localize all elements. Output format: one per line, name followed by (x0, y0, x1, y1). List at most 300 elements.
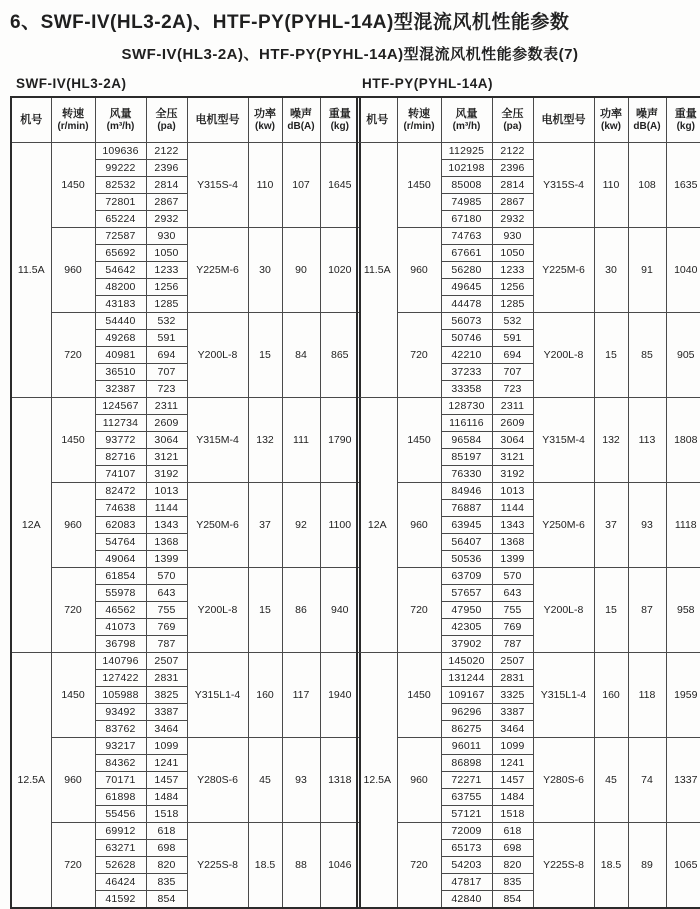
flow-cell: 70171 (95, 772, 146, 789)
pressure-cell: 787 (146, 636, 187, 653)
rpm-cell: 1450 (397, 143, 441, 228)
motor-cell: Y225M-6 (533, 228, 594, 313)
flow-cell: 127422 (95, 670, 146, 687)
power-cell: 45 (594, 738, 628, 823)
pressure-cell: 3121 (492, 449, 533, 466)
noise-cell: 111 (282, 398, 320, 483)
pressure-cell: 2507 (146, 653, 187, 670)
pressure-cell: 3387 (492, 704, 533, 721)
pressure-cell: 1484 (492, 789, 533, 806)
weight-cell: 1645 (320, 143, 360, 228)
motor-cell: Y225S-8 (187, 823, 248, 909)
pressure-cell: 2396 (492, 160, 533, 177)
table-block-htf (356, 68, 698, 909)
flow-cell: 96296 (441, 704, 492, 721)
pressure-cell: 532 (492, 313, 533, 330)
pressure-cell: 854 (492, 891, 533, 909)
pressure-cell: 2867 (492, 194, 533, 211)
rpm-cell: 720 (51, 313, 95, 398)
pressure-cell: 787 (492, 636, 533, 653)
flow-cell: 67180 (441, 211, 492, 228)
spec-table-container-htf (356, 96, 698, 909)
weight-cell: 1046 (320, 823, 360, 909)
spec-table (356, 96, 700, 909)
flow-cell: 105988 (95, 687, 146, 704)
pressure-cell: 2609 (492, 415, 533, 432)
weight-cell: 1318 (320, 738, 360, 823)
flow-cell: 41073 (95, 619, 146, 636)
noise-cell: 87 (628, 568, 666, 653)
model-cell: 11.5A (11, 143, 51, 398)
rpm-cell: 1450 (397, 398, 441, 483)
flow-cell: 61898 (95, 789, 146, 806)
motor-cell: Y315M-4 (187, 398, 248, 483)
table-row (357, 398, 700, 415)
power-cell: 15 (594, 568, 628, 653)
flow-cell: 50746 (441, 330, 492, 347)
motor-cell: Y250M-6 (187, 483, 248, 568)
flow-cell: 40981 (95, 347, 146, 364)
header-cell: 机号 (357, 97, 397, 143)
spec-table-container-swf (10, 96, 352, 909)
pressure-cell: 930 (492, 228, 533, 245)
motor-cell: Y200L-8 (187, 313, 248, 398)
flow-cell: 74985 (441, 194, 492, 211)
table-row (357, 313, 700, 330)
flow-cell: 72587 (95, 228, 146, 245)
flow-cell: 54203 (441, 857, 492, 874)
pressure-cell: 2122 (146, 143, 187, 160)
pressure-cell: 591 (492, 330, 533, 347)
pressure-cell: 930 (146, 228, 187, 245)
flow-cell: 46562 (95, 602, 146, 619)
pressure-cell: 1368 (146, 534, 187, 551)
pressure-cell: 3325 (492, 687, 533, 704)
flow-cell: 36798 (95, 636, 146, 653)
motor-cell: Y315L1-4 (533, 653, 594, 738)
power-cell: 30 (248, 228, 282, 313)
table-row (11, 823, 360, 840)
flow-cell: 84946 (441, 483, 492, 500)
header-cell: 风量 (m³/h) (441, 97, 492, 143)
flow-cell: 140796 (95, 653, 146, 670)
motor-cell: Y225S-8 (533, 823, 594, 909)
rpm-cell: 720 (51, 823, 95, 909)
table-label-htf: HTF-PY(PYHL-14A) (362, 76, 494, 91)
table-row (11, 313, 360, 330)
rpm-cell: 960 (51, 483, 95, 568)
flow-cell: 52628 (95, 857, 146, 874)
header-cell: 全压 (pa) (146, 97, 187, 143)
noise-cell: 118 (628, 653, 666, 738)
noise-cell: 93 (628, 483, 666, 568)
model-cell: 12.5A (357, 653, 397, 909)
pressure-cell: 643 (146, 585, 187, 602)
pressure-cell: 1233 (492, 262, 533, 279)
flow-cell: 54440 (95, 313, 146, 330)
flow-cell: 44478 (441, 296, 492, 313)
spec-table (10, 96, 361, 909)
rpm-cell: 960 (397, 228, 441, 313)
flow-cell: 42305 (441, 619, 492, 636)
power-cell: 30 (594, 228, 628, 313)
weight-cell: 905 (666, 313, 700, 398)
table-row (357, 228, 700, 245)
pressure-cell: 1484 (146, 789, 187, 806)
pressure-cell: 769 (146, 619, 187, 636)
pressure-cell: 2814 (492, 177, 533, 194)
rpm-cell: 1450 (397, 653, 441, 738)
flow-cell: 63271 (95, 840, 146, 857)
pressure-cell: 1457 (146, 772, 187, 789)
pressure-cell: 1013 (146, 483, 187, 500)
header-cell: 电机型号 (533, 97, 594, 143)
noise-cell: 74 (628, 738, 666, 823)
pressure-cell: 1099 (146, 738, 187, 755)
noise-cell: 93 (282, 738, 320, 823)
noise-cell: 90 (282, 228, 320, 313)
pressure-cell: 3464 (146, 721, 187, 738)
pressure-cell: 3192 (492, 466, 533, 483)
flow-cell: 65224 (95, 211, 146, 228)
pressure-cell: 2867 (146, 194, 187, 211)
pressure-cell: 3064 (146, 432, 187, 449)
header-cell: 重量 (kg) (666, 97, 700, 143)
flow-cell: 85197 (441, 449, 492, 466)
flow-cell: 109636 (95, 143, 146, 160)
power-cell: 160 (248, 653, 282, 738)
model-cell: 11.5A (357, 143, 397, 398)
flow-cell: 82716 (95, 449, 146, 466)
power-cell: 37 (594, 483, 628, 568)
table-row (11, 738, 360, 755)
power-cell: 18.5 (594, 823, 628, 909)
pressure-cell: 1099 (492, 738, 533, 755)
flow-cell: 86898 (441, 755, 492, 772)
table-row (11, 228, 360, 245)
pressure-cell: 1050 (492, 245, 533, 262)
pressure-cell: 1285 (492, 296, 533, 313)
rpm-cell: 960 (397, 483, 441, 568)
pressure-cell: 698 (146, 840, 187, 857)
flow-cell: 55978 (95, 585, 146, 602)
rpm-cell: 960 (51, 228, 95, 313)
flow-cell: 99222 (95, 160, 146, 177)
weight-cell: 940 (320, 568, 360, 653)
motor-cell: Y315L1-4 (187, 653, 248, 738)
weight-cell: 1100 (320, 483, 360, 568)
header-cell: 全压 (pa) (492, 97, 533, 143)
flow-cell: 49268 (95, 330, 146, 347)
header-cell: 功率 (kw) (594, 97, 628, 143)
flow-cell: 76330 (441, 466, 492, 483)
rpm-cell: 720 (397, 823, 441, 909)
flow-cell: 124567 (95, 398, 146, 415)
flow-cell: 47950 (441, 602, 492, 619)
pressure-cell: 723 (146, 381, 187, 398)
pressure-cell: 1050 (146, 245, 187, 262)
flow-cell: 65692 (95, 245, 146, 262)
flow-cell: 57657 (441, 585, 492, 602)
pressure-cell: 854 (146, 891, 187, 909)
pressure-cell: 2932 (146, 211, 187, 228)
pressure-cell: 707 (146, 364, 187, 381)
pressure-cell: 1144 (146, 500, 187, 517)
table-row (11, 483, 360, 500)
rpm-cell: 960 (51, 738, 95, 823)
noise-cell: 108 (628, 143, 666, 228)
flow-cell: 76887 (441, 500, 492, 517)
flow-cell: 47817 (441, 874, 492, 891)
flow-cell: 109167 (441, 687, 492, 704)
pressure-cell: 707 (492, 364, 533, 381)
pressure-cell: 1241 (146, 755, 187, 772)
pressure-cell: 2507 (492, 653, 533, 670)
weight-cell: 1790 (320, 398, 360, 483)
page-subtitle: SWF-IV(HL3-2A)、HTF-PY(PYHL-14A)型混流风机性能参数表(7) (121, 46, 579, 63)
header-cell: 电机型号 (187, 97, 248, 143)
header-cell: 噪声 dB(A) (282, 97, 320, 143)
flow-cell: 85008 (441, 177, 492, 194)
table-label-swf: SWF-IV(HL3-2A) (16, 76, 127, 91)
flow-cell: 96584 (441, 432, 492, 449)
noise-cell: 85 (628, 313, 666, 398)
flow-cell: 65173 (441, 840, 492, 857)
flow-cell: 42210 (441, 347, 492, 364)
table-row (357, 823, 700, 840)
pressure-cell: 1013 (492, 483, 533, 500)
pressure-cell: 3464 (492, 721, 533, 738)
power-cell: 45 (248, 738, 282, 823)
flow-cell: 67661 (441, 245, 492, 262)
flow-cell: 93492 (95, 704, 146, 721)
pressure-cell: 2311 (492, 398, 533, 415)
pressure-cell: 769 (492, 619, 533, 636)
flow-cell: 93772 (95, 432, 146, 449)
flow-cell: 96011 (441, 738, 492, 755)
rpm-cell: 960 (397, 738, 441, 823)
tables-row (10, 68, 698, 909)
motor-cell: Y200L-8 (187, 568, 248, 653)
power-cell: 37 (248, 483, 282, 568)
flow-cell: 69912 (95, 823, 146, 840)
power-cell: 160 (594, 653, 628, 738)
flow-cell: 116116 (441, 415, 492, 432)
pressure-cell: 698 (492, 840, 533, 857)
noise-cell: 86 (282, 568, 320, 653)
flow-cell: 72009 (441, 823, 492, 840)
pressure-cell: 1343 (146, 517, 187, 534)
page-title: 6、SWF-IV(HL3-2A)、HTF-PY(PYHL-14A)型混流风机性能参数 (10, 12, 570, 33)
rpm-cell: 1450 (51, 653, 95, 738)
table-block-swf (10, 68, 352, 909)
header-cell: 风量 (m³/h) (95, 97, 146, 143)
flow-cell: 112734 (95, 415, 146, 432)
pressure-cell: 2311 (146, 398, 187, 415)
weight-cell: 1020 (320, 228, 360, 313)
flow-cell: 131244 (441, 670, 492, 687)
pressure-cell: 2932 (492, 211, 533, 228)
table-row (11, 568, 360, 585)
weight-cell: 1040 (666, 228, 700, 313)
rpm-cell: 720 (51, 568, 95, 653)
power-cell: 110 (248, 143, 282, 228)
table-row (11, 653, 360, 670)
weight-cell: 1337 (666, 738, 700, 823)
pressure-cell: 2831 (146, 670, 187, 687)
weight-cell: 1118 (666, 483, 700, 568)
pressure-cell: 1256 (146, 279, 187, 296)
motor-cell: Y225M-6 (187, 228, 248, 313)
rpm-cell: 1450 (51, 398, 95, 483)
weight-cell: 1940 (320, 653, 360, 738)
pressure-cell: 694 (146, 347, 187, 364)
flow-cell: 82532 (95, 177, 146, 194)
noise-cell: 88 (282, 823, 320, 909)
weight-cell: 1959 (666, 653, 700, 738)
motor-cell: Y315M-4 (533, 398, 594, 483)
weight-cell: 1065 (666, 823, 700, 909)
flow-cell: 48200 (95, 279, 146, 296)
flow-cell: 83762 (95, 721, 146, 738)
header-cell: 重量 (kg) (320, 97, 360, 143)
pressure-cell: 723 (492, 381, 533, 398)
flow-cell: 37233 (441, 364, 492, 381)
flow-cell: 74763 (441, 228, 492, 245)
header-cell: 功率 (kw) (248, 97, 282, 143)
flow-cell: 84362 (95, 755, 146, 772)
flow-cell: 74638 (95, 500, 146, 517)
flow-cell: 61854 (95, 568, 146, 585)
flow-cell: 56073 (441, 313, 492, 330)
table-row (11, 398, 360, 415)
flow-cell: 50536 (441, 551, 492, 568)
flow-cell: 62083 (95, 517, 146, 534)
header-cell: 机号 (11, 97, 51, 143)
flow-cell: 54764 (95, 534, 146, 551)
pressure-cell: 591 (146, 330, 187, 347)
rpm-cell: 720 (397, 568, 441, 653)
pressure-cell: 3064 (492, 432, 533, 449)
pressure-cell: 1368 (492, 534, 533, 551)
model-cell: 12A (357, 398, 397, 653)
pressure-cell: 1518 (146, 806, 187, 823)
header-cell: 噪声 dB(A) (628, 97, 666, 143)
header-cell: 转速 (r/min) (397, 97, 441, 143)
flow-cell: 128730 (441, 398, 492, 415)
rpm-cell: 720 (397, 313, 441, 398)
pressure-cell: 755 (492, 602, 533, 619)
model-cell: 12.5A (11, 653, 51, 909)
power-cell: 15 (248, 568, 282, 653)
pressure-cell: 1343 (492, 517, 533, 534)
pressure-cell: 1256 (492, 279, 533, 296)
pressure-cell: 755 (146, 602, 187, 619)
rpm-cell: 1450 (51, 143, 95, 228)
pressure-cell: 1399 (492, 551, 533, 568)
flow-cell: 37902 (441, 636, 492, 653)
model-cell: 12A (11, 398, 51, 653)
power-cell: 110 (594, 143, 628, 228)
pressure-cell: 820 (492, 857, 533, 874)
pressure-cell: 1518 (492, 806, 533, 823)
flow-cell: 56407 (441, 534, 492, 551)
flow-cell: 74107 (95, 466, 146, 483)
pressure-cell: 570 (492, 568, 533, 585)
pressure-cell: 618 (492, 823, 533, 840)
noise-cell: 117 (282, 653, 320, 738)
pressure-cell: 1285 (146, 296, 187, 313)
pressure-cell: 2831 (492, 670, 533, 687)
pressure-cell: 694 (492, 347, 533, 364)
motor-cell: Y315S-4 (533, 143, 594, 228)
pressure-cell: 835 (492, 874, 533, 891)
weight-cell: 865 (320, 313, 360, 398)
flow-cell: 57121 (441, 806, 492, 823)
flow-cell: 32387 (95, 381, 146, 398)
power-cell: 132 (248, 398, 282, 483)
table-row (357, 483, 700, 500)
header-cell: 转速 (r/min) (51, 97, 95, 143)
motor-cell: Y280S-6 (187, 738, 248, 823)
pressure-cell: 3192 (146, 466, 187, 483)
flow-cell: 41592 (95, 891, 146, 909)
noise-cell: 92 (282, 483, 320, 568)
table-row (357, 568, 700, 585)
weight-cell: 1635 (666, 143, 700, 228)
motor-cell: Y200L-8 (533, 313, 594, 398)
pressure-cell: 2609 (146, 415, 187, 432)
pressure-cell: 835 (146, 874, 187, 891)
noise-cell: 107 (282, 143, 320, 228)
power-cell: 18.5 (248, 823, 282, 909)
pressure-cell: 2814 (146, 177, 187, 194)
pressure-cell: 820 (146, 857, 187, 874)
flow-cell: 63945 (441, 517, 492, 534)
motor-cell: Y315S-4 (187, 143, 248, 228)
flow-cell: 54642 (95, 262, 146, 279)
motor-cell: Y200L-8 (533, 568, 594, 653)
pressure-cell: 532 (146, 313, 187, 330)
pressure-cell: 570 (146, 568, 187, 585)
motor-cell: Y280S-6 (533, 738, 594, 823)
pressure-cell: 1399 (146, 551, 187, 568)
noise-cell: 91 (628, 228, 666, 313)
flow-cell: 72271 (441, 772, 492, 789)
pressure-cell: 3121 (146, 449, 187, 466)
flow-cell: 63755 (441, 789, 492, 806)
flow-cell: 63709 (441, 568, 492, 585)
flow-cell: 72801 (95, 194, 146, 211)
power-cell: 15 (594, 313, 628, 398)
power-cell: 132 (594, 398, 628, 483)
flow-cell: 33358 (441, 381, 492, 398)
flow-cell: 36510 (95, 364, 146, 381)
noise-cell: 89 (628, 823, 666, 909)
flow-cell: 55456 (95, 806, 146, 823)
table-row (357, 738, 700, 755)
weight-cell: 1808 (666, 398, 700, 483)
flow-cell: 145020 (441, 653, 492, 670)
pressure-cell: 2122 (492, 143, 533, 160)
noise-cell: 113 (628, 398, 666, 483)
table-row (357, 653, 700, 670)
pressure-cell: 3825 (146, 687, 187, 704)
flow-cell: 43183 (95, 296, 146, 313)
pressure-cell: 3387 (146, 704, 187, 721)
pressure-cell: 618 (146, 823, 187, 840)
noise-cell: 84 (282, 313, 320, 398)
